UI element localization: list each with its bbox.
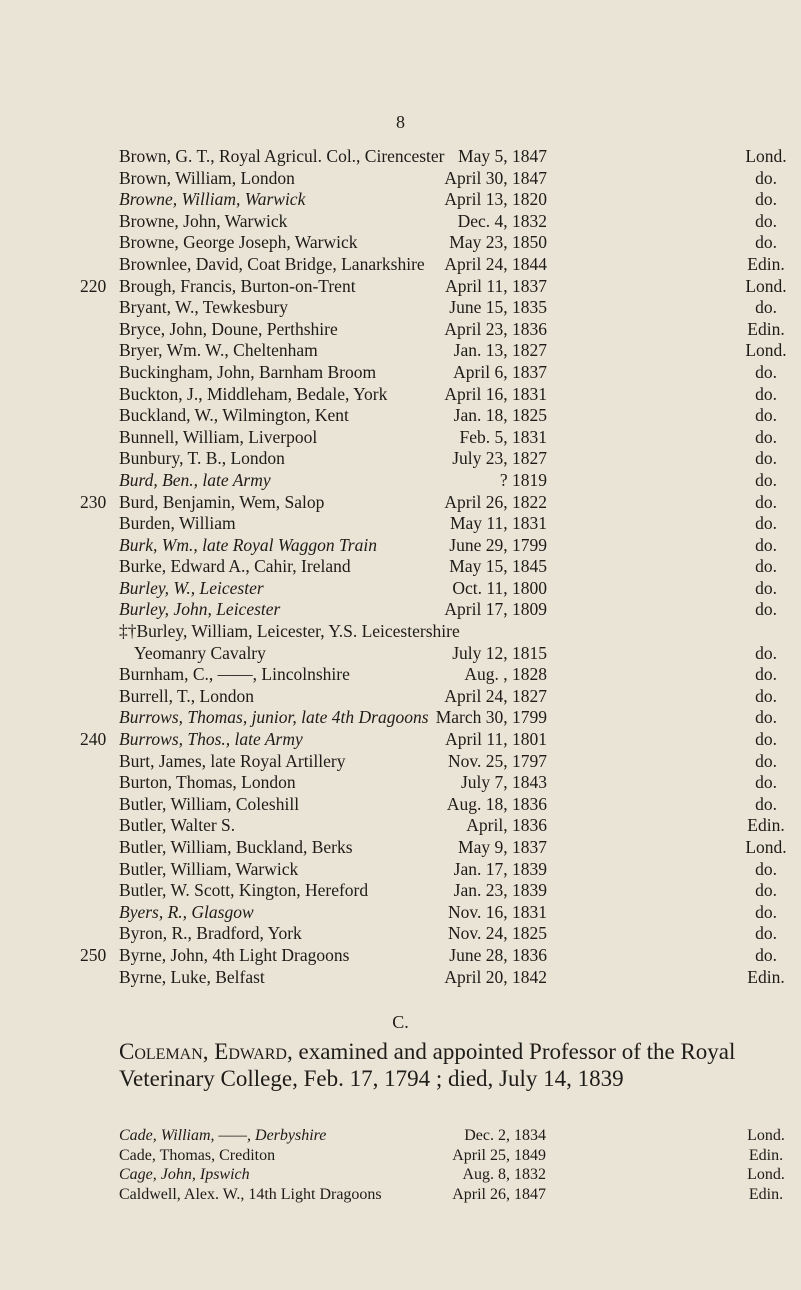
entry-place: Lond. bbox=[745, 837, 787, 857]
table-row bbox=[0, 384, 801, 406]
table-row bbox=[0, 448, 801, 470]
entry-place: do. bbox=[755, 491, 777, 512]
entry-name: Burnham, C., ——, Lincolnshire bbox=[119, 664, 350, 685]
entry-number: 230 bbox=[80, 491, 107, 512]
entry-date: Nov. 24, 1825 bbox=[447, 923, 547, 944]
entry-date: April 24, 1827 bbox=[444, 685, 547, 706]
table-row bbox=[0, 664, 801, 686]
table-row bbox=[0, 232, 801, 254]
entry-name: Cage, John, Ipswich bbox=[119, 1166, 250, 1183]
entry-name: Browne, George Joseph, Warwick bbox=[119, 232, 358, 253]
entry-date: Feb. 5, 1831 bbox=[459, 426, 547, 447]
table-row bbox=[0, 1165, 801, 1185]
entry-place: do. bbox=[755, 448, 777, 469]
entry-place: Lond. bbox=[747, 1127, 785, 1144]
entry-date: April, 1836 bbox=[466, 815, 547, 836]
entry-date: ? 1819 bbox=[499, 469, 547, 490]
table-row bbox=[0, 902, 801, 924]
entry-date: May 5, 1847 bbox=[458, 146, 547, 166]
entry-date: May 15, 1845 bbox=[449, 556, 547, 577]
entry-name: Byers, R., Glasgow bbox=[119, 901, 254, 922]
entry-date: Aug. 8, 1832 bbox=[462, 1166, 546, 1183]
entry-date: April 26, 1822 bbox=[444, 491, 547, 512]
table-row bbox=[0, 211, 801, 233]
entry-name: Caldwell, Alex. W., 14th Light Dragoons bbox=[119, 1185, 382, 1203]
table-row bbox=[0, 578, 801, 600]
table-row bbox=[0, 967, 801, 989]
entry-date: March 30, 1799 bbox=[435, 707, 547, 728]
c-entry-list bbox=[0, 1126, 801, 1204]
entry-number: 250 bbox=[80, 944, 107, 965]
table-row bbox=[0, 427, 801, 449]
entry-date: July 7, 1843 bbox=[460, 772, 547, 793]
entry-name: Buckland, W., Wilmington, Kent bbox=[119, 405, 349, 426]
entry-date: April 16, 1831 bbox=[444, 383, 547, 404]
entry-name: Browne, John, Warwick bbox=[119, 210, 288, 231]
table-row bbox=[0, 340, 801, 362]
entry-name: Byron, R., Bradford, York bbox=[119, 923, 302, 944]
entry-place: do. bbox=[755, 513, 777, 534]
entry-name: Butler, William, Coleshill bbox=[119, 793, 300, 814]
entry-date: Oct. 11, 1800 bbox=[452, 577, 547, 598]
entry-name: Burd, Ben., late Army bbox=[119, 469, 271, 490]
entry-place: Edin. bbox=[747, 966, 785, 987]
entry-place: do. bbox=[755, 750, 777, 771]
entry-name: Bunbury, T. B., London bbox=[119, 448, 285, 469]
table-row bbox=[0, 880, 801, 902]
entry-name: Burke, Edward A., Cahir, Ireland bbox=[119, 556, 351, 577]
table-row bbox=[0, 189, 801, 211]
entry-name: Burley, W., Leicester bbox=[119, 577, 264, 598]
table-row bbox=[0, 276, 801, 298]
entry-place: do. bbox=[755, 664, 777, 685]
entry-name: Buckingham, John, Barnham Broom bbox=[119, 361, 377, 382]
table-row bbox=[0, 1185, 801, 1205]
entry-date: April 20, 1842 bbox=[444, 966, 547, 987]
table-row bbox=[0, 535, 801, 557]
entry-list bbox=[0, 146, 801, 988]
entry-name: Butler, William, Buckland, Berks bbox=[119, 837, 353, 857]
entry-date: May 9, 1837 bbox=[458, 837, 547, 857]
entry-name: Browne, William, Warwick bbox=[119, 189, 306, 210]
entry-name: Yeomanry Cavalry bbox=[134, 642, 266, 663]
table-row bbox=[0, 859, 801, 881]
entry-date: Nov. 25, 1797 bbox=[447, 750, 547, 771]
entry-place: do. bbox=[755, 405, 777, 426]
table-row bbox=[0, 146, 801, 168]
table-row bbox=[0, 513, 801, 535]
table-row bbox=[0, 643, 801, 665]
entry-place: Edin. bbox=[748, 1146, 784, 1164]
table-row bbox=[0, 470, 801, 492]
entry-name: Brownlee, David, Coat Bridge, Lanarkshire bbox=[119, 253, 425, 274]
table-row bbox=[0, 707, 801, 729]
table-row bbox=[0, 729, 801, 751]
entry-name: Butler, Walter S. bbox=[119, 815, 236, 836]
entry-name: Byrne, John, 4th Light Dragoons bbox=[119, 944, 350, 965]
entry-number: 220 bbox=[80, 275, 107, 296]
entry-place: do. bbox=[755, 944, 777, 965]
entry-name: Bryant, W., Tewkesbury bbox=[119, 297, 289, 318]
entry-date: Jan. 18, 1825 bbox=[453, 405, 547, 426]
table-row bbox=[0, 297, 801, 319]
entry-place: Edin. bbox=[747, 253, 785, 274]
table-row bbox=[0, 945, 801, 967]
entry-name: Butler, W. Scott, Kington, Hereford bbox=[119, 880, 369, 901]
entry-date: April 13, 1820 bbox=[444, 189, 547, 210]
entry-name: Butler, William, Warwick bbox=[119, 858, 299, 879]
entry-date: Jan. 17, 1839 bbox=[453, 858, 547, 879]
section-heading: C. bbox=[392, 1012, 409, 1032]
entry-place: Edin. bbox=[747, 318, 785, 339]
entry-name: Burrows, Thomas, junior, late 4th Dragoons bbox=[119, 707, 429, 728]
table-row bbox=[0, 254, 801, 276]
table-row bbox=[0, 599, 801, 621]
entry-name: Burton, Thomas, London bbox=[119, 772, 296, 793]
entry-place: do. bbox=[755, 556, 777, 577]
entry-date: May 23, 1850 bbox=[449, 232, 547, 253]
entry-name: Burt, James, late Royal Artillery bbox=[119, 750, 346, 771]
entry-place: do. bbox=[755, 469, 777, 490]
entry-name: Byrne, Luke, Belfast bbox=[119, 966, 265, 987]
entry-place: do. bbox=[755, 685, 777, 706]
entry-place: do. bbox=[755, 210, 777, 231]
entry-date: Dec. 4, 1832 bbox=[457, 210, 547, 231]
entry-date: Jan. 23, 1839 bbox=[453, 880, 547, 901]
entry-name: Burrell, T., London bbox=[119, 685, 254, 706]
entry-name: Burrows, Thos., late Army bbox=[119, 729, 303, 750]
page-number: 8 bbox=[396, 112, 405, 132]
table-row bbox=[0, 362, 801, 384]
entry-place: do. bbox=[755, 880, 777, 901]
entry-date: Aug. , 1828 bbox=[464, 664, 547, 685]
entry-place: do. bbox=[755, 361, 777, 382]
table-row bbox=[0, 492, 801, 514]
table-row bbox=[0, 168, 801, 190]
table-row bbox=[0, 923, 801, 945]
entry-place: do. bbox=[755, 232, 777, 253]
table-row bbox=[0, 686, 801, 708]
entry-place: do. bbox=[755, 729, 777, 750]
entry-name: Bryce, John, Doune, Perthshire bbox=[119, 318, 338, 339]
entry-place: do. bbox=[755, 534, 777, 555]
table-row bbox=[0, 621, 801, 643]
entry-name: Burley, John, Leicester bbox=[119, 599, 281, 620]
entry-place: do. bbox=[755, 577, 777, 598]
entry-date: June 28, 1836 bbox=[449, 944, 547, 965]
entry-name: Brown, G. T., Royal Agricul. Col., Cirencester bbox=[119, 146, 445, 166]
entry-date: Jan. 13, 1827 bbox=[453, 340, 547, 361]
entry-number: 240 bbox=[80, 729, 107, 750]
entry-place: do. bbox=[755, 383, 777, 404]
entry-date: June 29, 1799 bbox=[449, 534, 547, 555]
table-row bbox=[0, 405, 801, 427]
entry-name: Buckton, J., Middleham, Bedale, York bbox=[119, 383, 388, 404]
entry-name: Burk, Wm., late Royal Waggon Train bbox=[119, 534, 377, 555]
table-row bbox=[0, 815, 801, 837]
entry-date: April 23, 1836 bbox=[444, 318, 547, 339]
entry-date: April 11, 1801 bbox=[445, 729, 547, 750]
entry-name: Cade, William, ——, Derbyshire bbox=[119, 1127, 327, 1144]
entry-name: Bryer, Wm. W., Cheltenham bbox=[119, 340, 318, 361]
entry-date: April 6, 1837 bbox=[453, 361, 547, 382]
entry-place: do. bbox=[755, 901, 777, 922]
entry-place: do. bbox=[755, 793, 777, 814]
table-row bbox=[0, 794, 801, 816]
entry-date: July 12, 1815 bbox=[452, 642, 547, 663]
entry-date: April 26, 1847 bbox=[452, 1185, 546, 1203]
entry-place: do. bbox=[755, 858, 777, 879]
coleman-paragraph bbox=[119, 1038, 799, 1092]
entry-date: July 23, 1827 bbox=[452, 448, 547, 469]
table-row bbox=[0, 751, 801, 773]
entry-date: April 11, 1837 bbox=[445, 275, 547, 296]
entry-place: do. bbox=[755, 426, 777, 447]
entry-date: June 15, 1835 bbox=[449, 297, 547, 318]
entry-date: April 17, 1809 bbox=[444, 599, 547, 620]
entry-place: Lond. bbox=[745, 146, 787, 166]
entry-place: Edin. bbox=[748, 1185, 784, 1203]
table-row bbox=[0, 1146, 801, 1166]
entry-place: Lond. bbox=[745, 340, 787, 361]
entry-place: do. bbox=[755, 707, 777, 728]
table-row bbox=[0, 837, 801, 859]
entry-place: do. bbox=[755, 297, 777, 318]
entry-date: April 24, 1844 bbox=[444, 253, 547, 274]
entry-name: ‡†Burley, William, Leicester, Y.S. Leicestershire bbox=[119, 621, 460, 642]
entry-place: do. bbox=[755, 923, 777, 944]
entry-date: Dec. 2, 1834 bbox=[464, 1127, 546, 1144]
entry-name: Brough, Francis, Burton-on-Trent bbox=[119, 275, 356, 296]
table-row bbox=[0, 772, 801, 794]
entry-place: do. bbox=[755, 599, 777, 620]
entry-place: do. bbox=[755, 189, 777, 210]
entry-name: Cade, Thomas, Crediton bbox=[119, 1146, 276, 1164]
entry-date: Aug. 18, 1836 bbox=[446, 793, 547, 814]
entry-date: April 30, 1847 bbox=[444, 167, 547, 188]
entry-place: Lond. bbox=[745, 275, 787, 296]
table-row bbox=[0, 556, 801, 578]
entry-name: Burd, Benjamin, Wem, Salop bbox=[119, 491, 325, 512]
entry-name: Bunnell, William, Liverpool bbox=[119, 426, 318, 447]
entry-place: Edin. bbox=[747, 815, 785, 836]
entry-place: do. bbox=[755, 642, 777, 663]
entry-name: Burden, William bbox=[119, 513, 236, 534]
entry-date: Nov. 16, 1831 bbox=[447, 901, 547, 922]
entry-name: Brown, William, London bbox=[119, 167, 295, 188]
entry-date: April 25, 1849 bbox=[452, 1146, 546, 1164]
coleman-name: Coleman, Edward, bbox=[119, 1039, 293, 1064]
table-row bbox=[0, 1126, 801, 1146]
entry-place: do. bbox=[755, 167, 777, 188]
entry-date: May 11, 1831 bbox=[449, 513, 547, 534]
coleman-text: examined and appointed Professor of the Royal Veterinary College, Feb. 17, 1794 ; died, July 14, 1839 bbox=[119, 1039, 736, 1091]
table-row bbox=[0, 319, 801, 341]
entry-place: Lond. bbox=[747, 1166, 785, 1183]
entry-place: do. bbox=[755, 772, 777, 793]
